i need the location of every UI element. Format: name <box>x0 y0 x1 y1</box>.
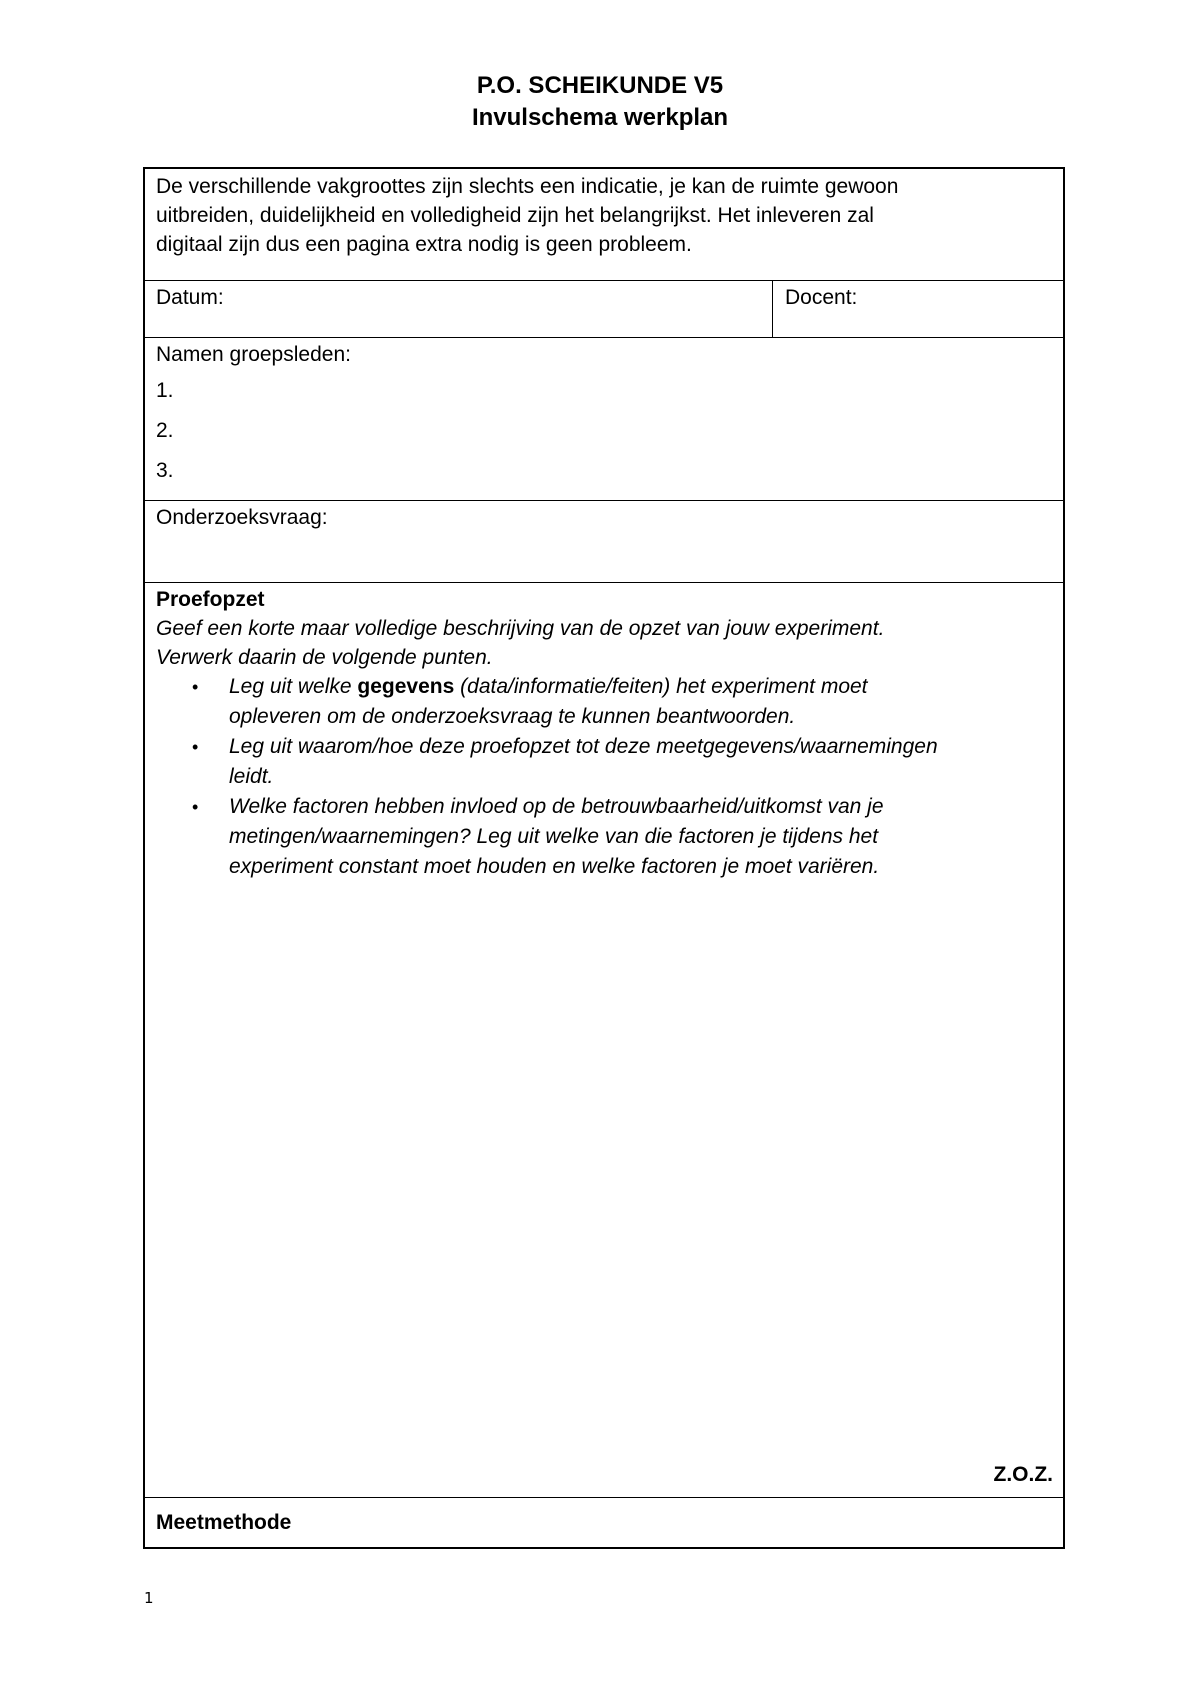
setup-bullet-1: • Leg uit welke gegevens (data/informatie/feiten) het experiment moet opleveren om de onderzoeksvraag te kunnen beantwoorden. <box>156 672 1053 732</box>
document-title: P.O. SCHEIKUNDE V5 <box>476 72 724 99</box>
research-question-label: Onderzoeksvraag: <box>156 506 328 529</box>
date-teacher-row <box>145 281 1063 338</box>
setup-bullet-3: • Welke factoren hebben invloed op de betrouwbaarheid/uitkomst van je metingen/waarnemingen? Leg uit welke van die factoren je tijdens het experiment constant moet houden en welke factoren je moet variëren. <box>156 792 1053 882</box>
continue-overleaf-label: Z.O.Z. <box>993 1463 1053 1486</box>
bullet-icon: • <box>192 737 199 757</box>
date-field[interactable] <box>156 283 1053 312</box>
cell-divider <box>772 281 773 337</box>
group-members-row[interactable] <box>145 338 1063 501</box>
setup-instruction-2: Verwerk daarin de volgende punten. <box>156 646 493 669</box>
method-row[interactable] <box>145 1498 1063 1549</box>
document-header <box>0 70 1200 134</box>
page-number: 1 <box>144 1589 154 1607</box>
research-question-row[interactable] <box>145 501 1063 583</box>
setup-instruction-1: Geef een korte maar volledige beschrijving van de opzet van jouw experiment. <box>156 617 885 640</box>
group-members-label: Namen groepsleden: <box>156 343 351 366</box>
bullet-icon: • <box>192 797 199 817</box>
worksheet-form <box>143 167 1065 1549</box>
group-member-3: 3. <box>156 459 174 482</box>
intro-row <box>145 169 1063 281</box>
teacher-field[interactable] <box>785 283 857 312</box>
document-subtitle: Invulschema werkplan <box>471 104 729 131</box>
keyword-gegevens: gegevens <box>357 675 455 698</box>
setup-bullet-2: • Leg uit waarom/hoe deze proefopzet tot deze meetgegevens/waarnemingen leidt. <box>156 732 1053 792</box>
bullet-icon: • <box>192 677 199 697</box>
setup-row[interactable] <box>145 583 1063 1498</box>
teacher-label: Docent: <box>785 286 858 309</box>
method-heading: Meetmethode <box>156 1511 292 1534</box>
group-member-2: 2. <box>156 419 174 442</box>
intro-text: De verschillende vakgroottes zijn slechts een indicatie, je kan de ruimte gewoon uitbreiden, duidelijkheid en volledigheid zijn het belangrijkst. Het inleveren zal digitaal zijn dus een pagina extra nodig is geen probleem. <box>156 175 899 256</box>
group-member-1: 1. <box>156 379 174 402</box>
setup-heading: Proefopzet <box>156 588 265 611</box>
date-label: Datum: <box>156 286 224 309</box>
setup-bullet-list <box>156 672 1053 882</box>
